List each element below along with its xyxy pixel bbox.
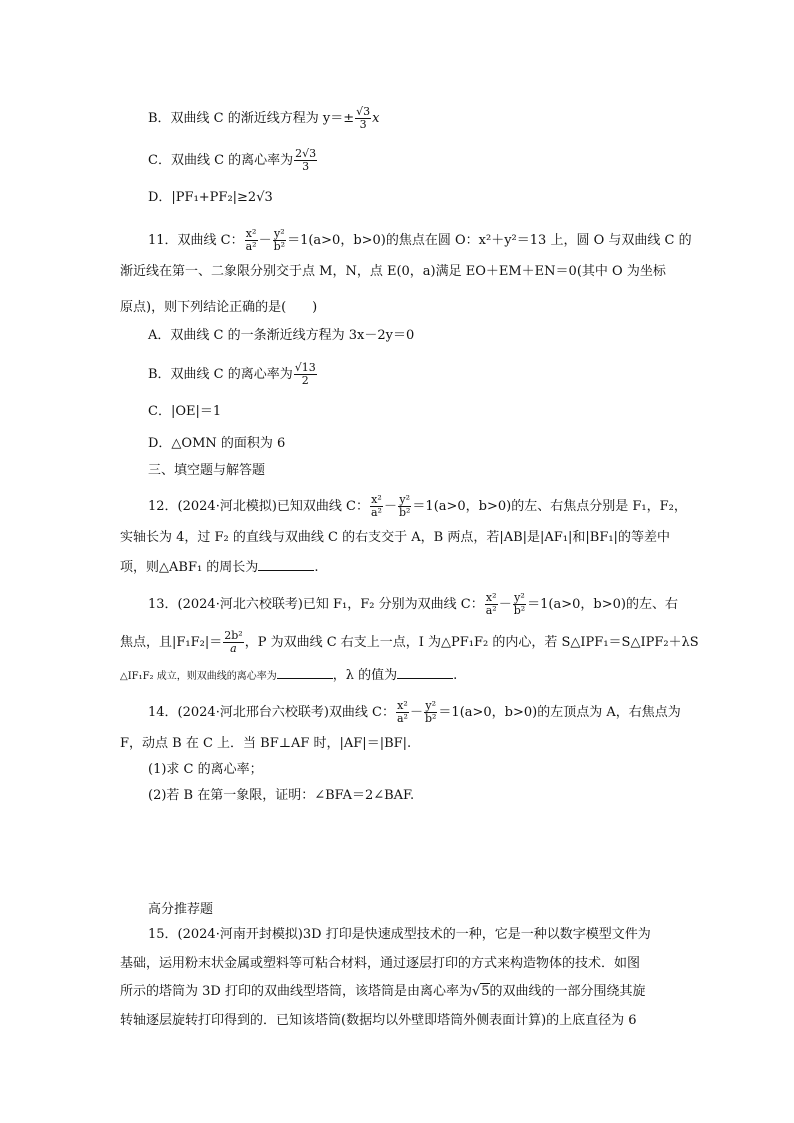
q11-option-d: D．△OMN 的面积为 6 <box>148 436 286 451</box>
q12-line-3: 项，则△ABF₁ 的周长为 . <box>120 560 319 575</box>
q15-line-2: 基础，运用粉末状金属或塑料等可粘合材料，通过逐层打印的方式来构造物体的技术．如图 <box>120 956 641 971</box>
q12-line-2: 实轴长为 4，过 F₂ 的直线与双曲线 C 的右支交于 A，B 两点，若|AB|是|AF₁|和|BF₁|的等差中 <box>120 530 670 545</box>
q14-line-2: F，动点 B 在 C 上．当 BF⊥AF 时，|AF|＝|BF|. <box>120 736 412 751</box>
answer-blank[interactable] <box>277 666 333 679</box>
q14-line-1: 14．(2024·河北邢台六校联考)双曲线 C： $\frac{\text{x²}}{\text{a²}}$ － $\frac{\text{y²}}{\text{b²}}$ ＝1(a>0，b>0)的左顶点为 A，右焦点为 <box>148 699 681 725</box>
q11-option-c: C．|OE|＝1 <box>148 404 222 419</box>
q13-line-2: 焦点，且|F₁F₂|＝ $\frac{\text{2b²}}{a}$ ，P 为双曲线 C 右支上一点，I 为△PF₁F₂ 的内心，若 S△IPF₁＝S△IPF₂＋λS <box>120 629 699 655</box>
q14-part-1: (1)求 C 的离心率； <box>148 762 263 777</box>
answer-blank[interactable] <box>397 666 453 679</box>
recommend-heading: 高分推荐题 <box>148 902 214 917</box>
q10-option-d: D．|PF₁+PF₂|≥2√3 <box>148 190 273 205</box>
q11-line-1: 11．双曲线 C： $\frac{\text{x²}}{\text{a²}}$ － $\frac{\text{y²}}{\text{b²}}$ ＝1(a>0，b>0)的焦点在圆 O：x²＋y²＝13 上，圆 O 与双曲线 C 的 <box>148 227 692 253</box>
section-heading: 三、填空题与解答题 <box>148 463 266 478</box>
answer-blank[interactable] <box>258 558 314 571</box>
q13-line-1: 13．(2024·河北六校联考)已知 F₁，F₂ 分别为双曲线 C： $\frac{\text{x²}}{\text{a²}}$ － $\frac{\text{y²}}{\text{b²}}$ ＝1(a>0，b>0)的左、右 <box>148 591 678 617</box>
q11-line-3: 原点)，则下列结论正确的是( ) <box>120 300 318 315</box>
q11-option-b: B．双曲线 C 的离心率为 $\frac{√13}{2}$ <box>148 361 316 387</box>
q14-part-2: (2)若 B 在第一象限，证明：∠BFA＝2∠BAF. <box>148 788 415 803</box>
q10-option-c: C．双曲线 C 的离心率为 $\frac{2√3}{3}$ <box>148 147 317 173</box>
q15-line-3: 所示的塔筒为 3D 打印的双曲线型塔筒，该塔筒是由离心率为√5的双曲线的一部分围绕其旋 <box>120 984 646 999</box>
q12-line-1: 12．(2024·河北模拟)已知双曲线 C： $\frac{\text{x²}}{\text{a²}}$ － $\frac{\text{y²}}{\text{b²}}$ ＝1(a>0，b>0)的左、右焦点分别是 F₁，F₂， <box>148 493 687 519</box>
q15-line-1: 15．(2024·河南开封模拟)3D 打印是快速成型技术的一种，它是一种以数字模型文件为 <box>148 927 651 942</box>
q10-option-b: B．双曲线 C 的渐近线方程为 y＝± $\frac{√3}{3}$ x <box>148 105 380 131</box>
q11-option-a: A．双曲线 C 的一条渐近线方程为 3x－2y＝0 <box>148 328 415 343</box>
q13-line-3: △IF₁F₂ 成立，则双曲线的离心率为 ，λ 的值为 . <box>120 668 458 683</box>
q15-line-4: 转轴逐层旋转打印得到的．已知该塔筒(数据均以外壁即塔筒外侧表面计算)的上底直径为 6 <box>120 1013 637 1028</box>
q11-line-2: 渐近线在第一、二象限分别交于点 M，N，点 E(0，a)满足 EO＋EM＋EN＝0(其中 O 为坐标 <box>120 264 666 279</box>
